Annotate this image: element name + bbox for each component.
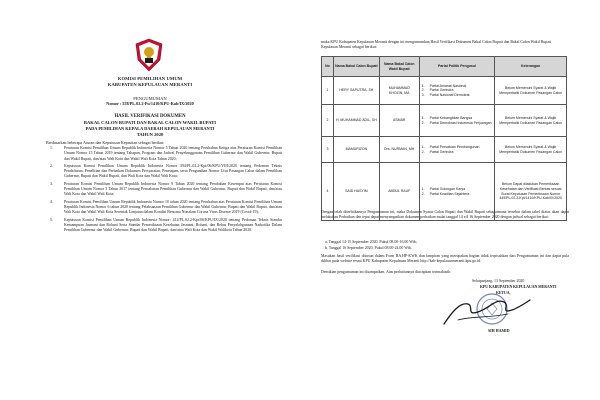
kpu-logo-icon (134, 38, 164, 72)
intro-text: Berdasarkan beberapa Aturan dan Keputusan Kepastian sebagai berikut: (46, 140, 165, 145)
candidate-wakil: MUHAMMAD KHOZIN, MA (379, 77, 419, 105)
header-wakil: Nama Bakal Calon Wakil Bupati (379, 57, 419, 77)
title-line3: PADA PEMILIHAN KEPALA DAERAH KEPULAUAN MERANTI (85, 126, 215, 131)
table-row: 4 SAID HASYIM ABDUL RAUF 1. Partai Golongan Karya 2. Partai Keadilan Sejahtera Belum Dapat dilakukan Pemeriksaan Kesehatan dan Verifikasi Berkas sesuai Surat Keputusan Pemeriksaan Nomor 449/PL.02.2-Kpt/1410/KPU-Kab/IX/2020 (322, 163, 567, 221)
reference-item: 4. Peraturan Komisi Pemilihan Umum Republik Indonesia Nomor 10 tahun 2020 tentang Perubahan atas Peraturan Komisi Pemilihan Umum Republik Indonesia Nomor 6 tahun 2020 tentang Pelaksanaan Pemilihan Gubernur dan Wakil Gubernur, Bupati dan Wakil Bupati, dan/atau Wali Kota dan Wakil Wali Kota Serentak Lanjutan dalam Kondisi Bencana Nonalam Corona Virus Disease 2019 (Covid-19); (50, 199, 282, 215)
candidate-wakil: Drs. NURMAN, MH (379, 137, 419, 163)
signatory-name: SIH HAMID (488, 329, 510, 333)
website-note-text: Masukan hasil verifikasi disusun dalam Form BA.HP-KWK dan lampiran yang merupakan bagian tidak terpisahkan dari Pengumuman ini dan dapat pula dilihat pada website resmi KPU Kabupaten Kepulauan Meranti http://kab-kepulauanmeranti.kpu.go.id. (321, 254, 569, 264)
schedule-date-b: b. Tanggal 16 September 2020, Pukul 08.00-24.00 Wib. (325, 245, 412, 250)
candidate-wakil: ASMAR (379, 105, 419, 137)
reference-item: 1. Peraturan Komisi Pemilihan Umum Republik Indonesia Nomor 5 Tahun 2020 tentang Perubahan Ketiga atas Peraturan Komisi Pemilihan Umum Nomor 15 Tahun 2019 tentang Tahapan, Program dan Jadwal Penyelenggaraan Pemilihan Gubernur dan Wakil Gubernur, Bupati dan Wakil Bupati, dan/atau Wali Kota dan Wakil Wali Kota Tahun 2020; (50, 146, 282, 161)
header-parties: Partai Politik Pengusul (419, 57, 495, 77)
header-bupati: Nama Bakal Calon Bupati (333, 57, 379, 77)
candidate-bupati: MAMURIZON (333, 137, 379, 163)
signature-icon (438, 292, 533, 328)
org-name-line2: KABUPATEN KEPULAUAN MERANTI (107, 82, 193, 87)
table-header-row (322, 57, 567, 77)
header-note: Keterangan (495, 57, 567, 77)
party-list: 1. Partai Persatuan Pembangunan 2. Partai Gerindra (419, 137, 495, 163)
candidate-wakil: ABDUL RAUF (379, 163, 419, 221)
table-row: 1 HERY SAPUTRA, SH MUHAMMAD KHOZIN, MA 1. Partai Amanat Nasional 2. Partai Gerindra 3. Partai Nasional Demokrat Belum Memenuhi Syarat & Wajib Memperbaiki Dokumen Pasangan Calon (322, 77, 567, 105)
table-row: 3 MAMURIZON Drs. NURMAN, MH 1. Partai Persatuan Pembangunan 2. Partai Gerindra Belum Memenuhi Syarat & Wajib Memperbaiki Dokumen Pasangan Calon (322, 137, 567, 163)
schedule-date-a: a. Tanggal 14-15 September 2020, Pukul 08.00-16.00 Wib; (325, 240, 417, 244)
candidate-bupati: H. MUHAMMAD ADIL, SH (333, 105, 379, 137)
reference-list (50, 146, 282, 235)
reference-item: 3. Peraturan Komisi Pemilihan Umum Republik Indonesia Nomor 9 Tahun 2020 tentang Perubahan Kesempat atas Peraturan Komisi Pemilihan Umum Nomor 3 Tahun 2017 tentang Pencalonan Pemilihan Gubernur dan Wakil Gubernur, Bupati dan Wakil Bupati, dan/atau Wali Kota dan Wakil Wali Kota; (50, 181, 282, 197)
status-note: Belum Memenuhi Syarat & Wajib Memperbaiki Dokumen Pasangan Calon (495, 105, 567, 137)
party-list: 1. Partai Kebangkitan Bangsa 2. Partai Demokrasi Indonesia Perjuangan (419, 105, 495, 137)
closing-text: Demikian pengumuman ini disampaikan. Atas perhatiannya diucapkan terimakasih. (321, 270, 452, 274)
header-no: No (322, 57, 334, 77)
title-line1: HASIL VERIFIKASI DOKUMEN (114, 114, 186, 119)
title-line4: TAHUN 2020 (136, 132, 164, 137)
title-line2: BAKAL CALON BUPATI DAN BAKAL CALON WAKIL BUPATI (83, 120, 217, 125)
reference-item: 2. Keputusan Komisi Pemilihan Umum Republik Indonesia Nomor 394/PL.02.2-Kpt/06/KPU/VIII/2020 tentang Pedoman Teknis Pendaftaran, Penelitian dan Perbaikan Dokumen Persyaratan, Penetapan, serta Pengundian Nomor Urut Pasangan Calon dalam Pemilihan Gubernur, Bupati dan Wakil Bupati, dan Wali Kota dan Wakil Wali Kota; (50, 163, 282, 179)
sign-organization: KPU KABUPATEN KEPULAUAN MERANTI (480, 285, 557, 289)
reference-item: 5. Keputusan Komisi Pemilihan Umum Republik Indonesia Nomor: 412/PL.02.2-Kpt/06/KPU/IX/2020 tentang Pedoman Teknis Standar Kemampuan Jasmani dan Rohani Serta Standar Pemeriksaan Kesehatan Jasmani, Rohani, dan Bebas Penyalahgunaan Narkotika Dalam Pemilihan Gubernur dan Wakil Gubernur, Bupati dan Wakil Bupati, dan/atau Wali Kota dan Wakil Walikota Tahun 2020. (50, 217, 282, 233)
sign-role: KETUA, (496, 291, 511, 295)
table-row: 2 H. MUHAMMAD ADIL, SH ASMAR 1. Partai Kebangkitan Bangsa 2. Partai Demokrasi Indonesia Perjuangan Belum Memenuhi Syarat & Wajib Memperbaiki Dokumen Pasangan Calon (322, 105, 567, 137)
candidate-bupati: SAID HASYIM (333, 163, 379, 221)
status-note: Belum Memenuhi Syarat & Wajib Memperbaiki Dokumen Pasangan Calon (495, 137, 567, 163)
announcement-label: PENGUMUMAN (133, 96, 167, 101)
party-list: 1. Partai Amanat Nasional 2. Partai Gerindra 3. Partai Nasional Demokrat (419, 77, 495, 105)
revision-schedule-text: Dengan telah diterbitkannya Pengumuman ini, maka Dokumen Syarat Calon Bupati dan Wakil Bupati sebagaimana tersebut dalam tabel diatas akan dapat melakukan Perbaikan dan tepat dapat menyampaikan dokumen perbaikan mulai tanggal 14 s/d 16 September 2020 dengan jadwal sebagai berikut: (321, 210, 569, 220)
candidate-bupati: HERY SAPUTRA, SH (333, 77, 379, 105)
status-note: Belum Dapat dilakukan Pemeriksaan Kesehatan dan Verifikasi Berkas sesuai Surat Keputusan Pemeriksaan Nomor 449/PL.02.2-Kpt/1410/KPU-Kab/IX/2020 (495, 163, 567, 221)
org-name-line1: KOMISI PEMILIHAN UMUM (117, 76, 183, 81)
schedule-dates (325, 240, 565, 252)
status-note: Belum Memenuhi Syarat & Wajib Memperbaiki Dokumen Pasangan Calon (495, 77, 567, 105)
sign-place-date: Selatpanjang, 13 September 2020 (472, 279, 525, 283)
verification-table (321, 56, 567, 221)
party-list: 1. Partai Golongan Karya 2. Partai Keadilan Sejahtera (419, 163, 495, 221)
table-intro-text: maka KPU Kabupaten Kepulauan Meranti dengan ini mengumumkan Hasil Verifikasi Dokumen Bakal Calon Bupati dan Bakal Calon Wakil Bupati Kepulauan Meranti sebagai berikut: (321, 40, 552, 50)
announcement-number: Nomor : 558/PL.02.2-Pu/1410/KPU-Kab/IX/2020 (106, 101, 194, 106)
